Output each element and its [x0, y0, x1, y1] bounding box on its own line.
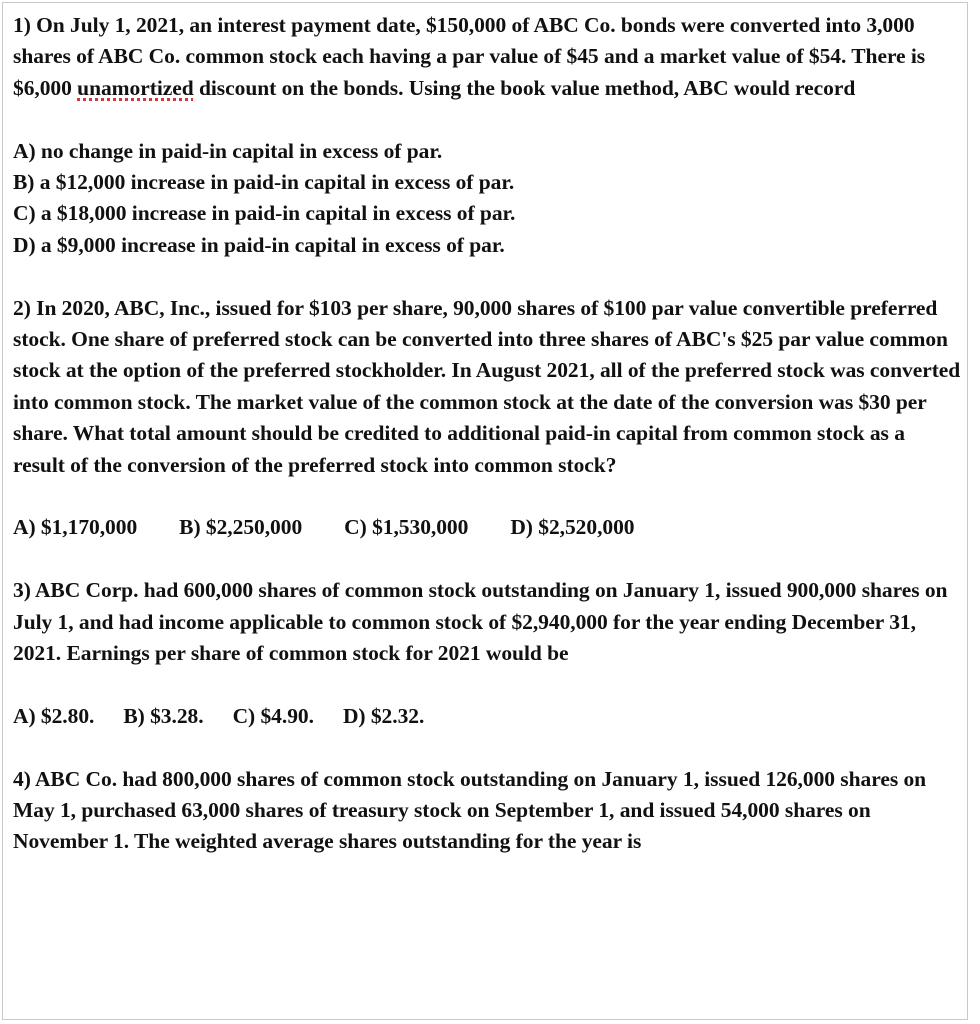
document-content — [13, 10, 961, 858]
spacer — [13, 481, 961, 512]
question-2-option-b: B) $2,250,000 — [179, 515, 303, 540]
question-1-text: 1) On July 1, 2021, an interest payment date, $150,000 of ABC Co. bonds were converted into 3,000 shares of ABC Co. common stock each having a par value of $45 and a market value of $54. There is $6,000 unamortized discount on the bonds. Using the book value method, ABC would record — [13, 13, 926, 100]
question-3-option-b: B) $3.28. — [123, 703, 204, 728]
question-2-options — [13, 512, 961, 543]
question-2-option-d: D) $2,520,000 — [510, 515, 635, 540]
question-1-option-b: B) a $12,000 increase in paid-in capital in excess of par. — [13, 170, 515, 195]
question-3-option-a: A) $2.80. — [13, 703, 95, 728]
spacer — [13, 732, 961, 763]
question-3-option-d: D) $2.32. — [342, 703, 425, 728]
question-3-text: 3) ABC Corp. had 600,000 shares of common stock outstanding on January 1, issued 900,000 shares on July 1, and had income applicable to common stock of $2,940,000 for the year ending December 31, 2021. Earnings per share of common stock for 2021 would be — [13, 578, 948, 666]
question-2-option-c: C) $1,530,000 — [344, 515, 469, 540]
question-2-text: 2) In 2020, ABC, Inc., issued for $103 per share, 90,000 shares of $100 par value convertible preferred stock. One share of preferred stock can be converted into three shares of ABC's $25 par value common stock at the option of the preferred stockholder. In August 2021, all of the preferred stock was converted into common stock. The market value of the common stock at the date of the conversion was $30 per share. What total amount should be credited to additional paid-in capital from common stock as a result of the conversion of the preferred stock into common stock? — [13, 295, 961, 477]
spellcheck-flagged-word[interactable]: unamortized — [77, 75, 194, 100]
question-3-option-c: C) $4.90. — [232, 703, 314, 728]
question-1-option-d: D) a $9,000 increase in paid-in capital in excess of par. — [13, 232, 505, 257]
spacer — [13, 669, 961, 700]
spacer — [13, 544, 961, 575]
spacer — [13, 261, 961, 292]
question-1-option-a: A) no change in paid-in capital in excess of par. — [13, 138, 443, 163]
question-4-text: 4) ABC Co. had 800,000 shares of common stock outstanding on January 1, issued 126,000 shares on May 1, purchased 63,000 shares of treasury stock on September 1, and issued 54,000 shares on November 1. The weighted average shares outstanding for the year is — [13, 766, 927, 854]
spacer — [13, 104, 961, 135]
question-1-option-c: C) a $18,000 increase in paid-in capital in excess of par. — [13, 201, 516, 226]
document-page — [2, 2, 968, 1020]
question-3-options — [13, 701, 961, 732]
question-2-option-a: A) $1,170,000 — [13, 515, 138, 540]
